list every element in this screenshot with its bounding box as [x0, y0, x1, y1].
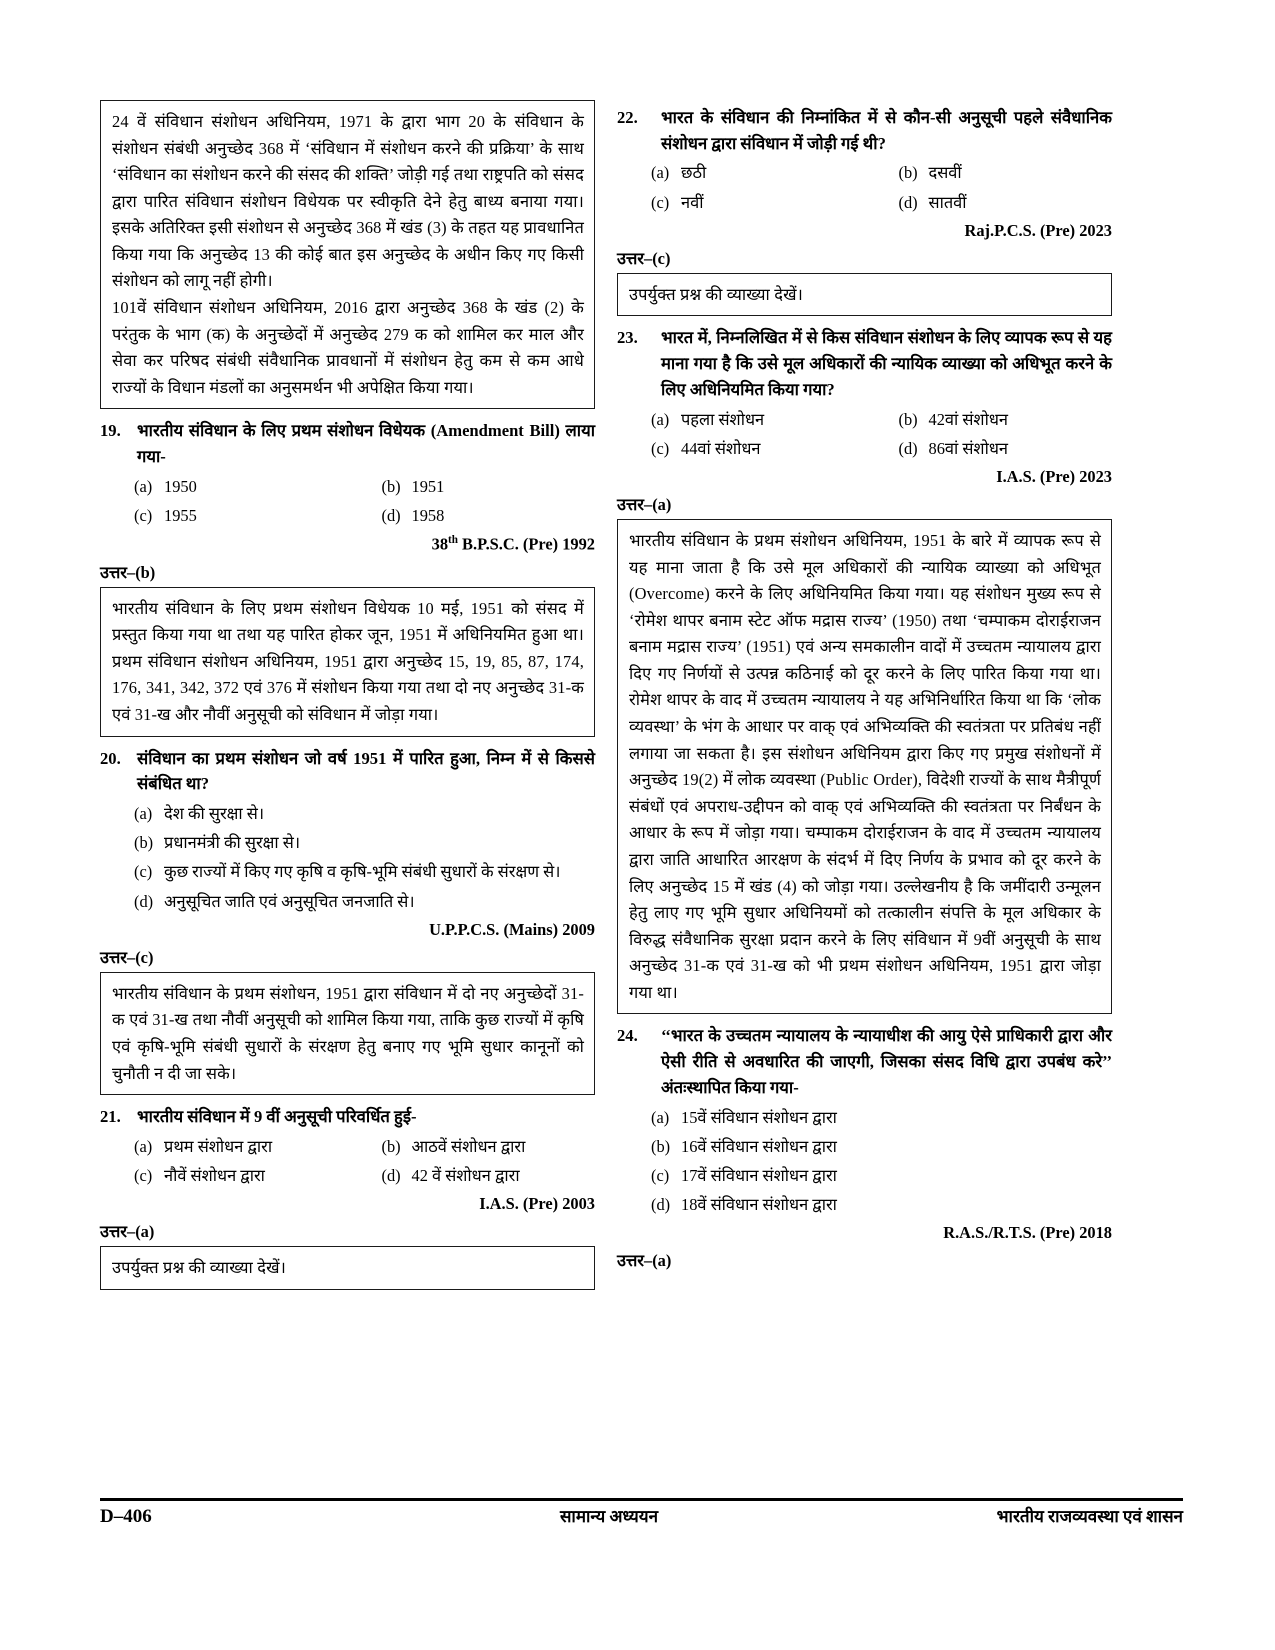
option-label: (a) — [651, 163, 670, 183]
question-number: 19. — [100, 421, 121, 441]
option-d[interactable] — [865, 434, 1113, 463]
question-21 — [100, 1104, 595, 1130]
question-number: 20. — [100, 748, 121, 768]
footer-subject: सामान्य अध्ययन — [559, 1507, 659, 1526]
option-text: 1958 — [411, 506, 445, 525]
answer-22: उत्तर–(c) — [617, 248, 671, 268]
question-24 — [617, 1023, 1112, 1100]
option-text: अनुसूचित जाति एवं अनुसूचित जनजाति से। — [164, 891, 415, 911]
option-d[interactable] — [617, 1190, 1112, 1219]
option-b[interactable] — [865, 158, 1113, 187]
option-b[interactable] — [617, 1132, 1112, 1161]
option-label: (d) — [381, 1166, 401, 1186]
option-label: (b) — [381, 476, 401, 496]
option-text: कुछ राज्यों में किए गए कृषि व कृषि-भूमि संबंधी सुधारों के संरक्षण से। — [164, 862, 561, 882]
source-suffix: B.P.S.C. (Pre) 1992 — [457, 534, 595, 554]
option-text: 1951 — [411, 476, 445, 496]
question-number: 22. — [617, 108, 638, 127]
option-a[interactable] — [100, 1132, 348, 1161]
question-text: भारतीय संविधान में 9 वीं अनुसूची परिवर्धित हुई- — [137, 1107, 417, 1127]
left-column — [100, 96, 595, 1297]
exam-source-19 — [100, 534, 595, 554]
option-label: (a) — [651, 1107, 670, 1127]
exam-source-24: R.A.S./R.T.S. (Pre) 2018 — [943, 1223, 1112, 1243]
explanation-box-20 — [100, 972, 595, 1095]
option-text: नवीं — [681, 192, 704, 212]
option-text: 16वें संविधान संशोधन द्वारा — [681, 1136, 837, 1156]
option-text: 1950 — [164, 476, 197, 496]
option-text: 42 वें संशोधन द्वारा — [411, 1166, 520, 1186]
exam-source-21: I.A.S. (Pre) 2003 — [479, 1194, 595, 1214]
explanation-paragraph: भारतीय संविधान के लिए प्रथम संशोधन विधेयक 10 मई, 1951 को संसद में प्रस्तुत किया गया था तथा यह पारित होकर जून, 1951 में अधिनियमित हुआ था। प्रथम संविधान संशोधन अधिनियम, 1951 द्वारा अनुच्छेद 15, 19, 85, 87, 174, 176, 341, 342, 372 एवं 376 में संशोधन किया गया तथा दो नए अनुच्छेद 31-क एवं 31-ख और नौवीं अनुसूची को संविधान में जोड़ा गया। — [112, 598, 584, 724]
option-text: 17वें संविधान संशोधन द्वारा — [681, 1165, 837, 1185]
question-number: 21. — [100, 1107, 121, 1127]
option-label: (c) — [134, 1166, 153, 1186]
explanation-box-top — [100, 100, 595, 409]
question-text: संविधान का प्रथम संशोधन जो वर्ष 1951 में पारित हुआ, निम्न में से किससे संबंधित था? — [137, 748, 595, 794]
explanation-box-21 — [100, 1246, 595, 1290]
option-text: आठवें संशोधन द्वारा — [411, 1136, 526, 1156]
option-a[interactable] — [100, 472, 348, 501]
option-label: (d) — [381, 506, 401, 525]
option-text: देश की सुरक्षा से। — [164, 804, 265, 823]
option-b[interactable] — [348, 1132, 596, 1161]
option-label: (d) — [651, 1195, 671, 1215]
two-column-layout — [100, 96, 1183, 1451]
option-text: 15वें संविधान संशोधन द्वारा — [681, 1107, 837, 1127]
question-number: 23. — [617, 328, 638, 348]
option-label: (d) — [898, 192, 918, 212]
explanation-paragraph: 24 वें संविधान संशोधन अधिनियम, 1971 के द्वारा भाग 20 के संविधान के संशोधन संबंधी अनुच्छेद 368 में ‘संविधान में संशोधन करने की प्रक्रिया’ के साथ ‘संविधान का संशोधन करने की संसद की शक्ति’ जोड़ी गई तथा राष्ट्रपति को संसद द्वारा पारित संविधान संशोधन विधेयक पर स्वीकृति देने हेतु बाध्य बनाया गया। इसके अतिरिक्त इसी संशोधन से अनुच्छेद 368 में खंड (3) के तहत यह प्रावधानित किया गया कि अनुच्छेद 13 की कोई बात इस अनुच्छेद के अधीन किए गए किसी संशोधन को लागू नहीं होगी। — [112, 112, 584, 291]
question-text: भारत में, निम्नलिखित में से किस संविधान संशोधन के लिए व्यापक रूप से यह माना गया है कि उसे मूल अधिकारों की न्यायिक व्याख्या को अधिभूत करने के लिए अधिनियमित किया गया? — [661, 328, 1112, 399]
option-c[interactable] — [617, 188, 865, 217]
options-19 — [100, 472, 595, 530]
option-text: सातवीं — [928, 192, 967, 212]
footer-page-code: D–406 — [100, 1506, 152, 1527]
option-text: दसवीं — [928, 163, 962, 183]
option-label: (a) — [134, 1136, 153, 1156]
footer-divider — [100, 1498, 1183, 1501]
question-number: 24. — [617, 1026, 638, 1046]
exam-source-23: I.A.S. (Pre) 2023 — [996, 466, 1112, 486]
explanation-paragraph: उपर्युक्त प्रश्न की व्याख्या देखें। — [112, 1258, 287, 1278]
question-23 — [617, 325, 1112, 402]
option-label: (b) — [898, 409, 918, 429]
options-24 — [617, 1103, 1112, 1220]
explanation-paragraph: 101वें संविधान संशोधन अधिनियम, 2016 द्वारा अनुच्छेद 368 के खंड (2) के परंतुक के भाग (क) के अनुच्छेदों में अनुच्छेद 279 क को शामिल कर माल और सेवा कर परिषद संबंधी संवैधानिक प्रावधानों में संशोधन हेतु कम से कम आधे राज्यों के विधान मंडलों का अनुसमर्थन भी अपेक्षित किया गया। — [112, 298, 584, 397]
option-d[interactable] — [865, 188, 1113, 217]
page-footer — [100, 1492, 1183, 1528]
option-b[interactable] — [348, 472, 596, 501]
option-a[interactable] — [617, 158, 865, 187]
option-d[interactable] — [348, 1161, 596, 1190]
option-label: (c) — [134, 862, 153, 882]
answer-24: उत्तर–(a) — [617, 1251, 672, 1271]
explanation-box-22 — [617, 273, 1112, 317]
option-text: प्रथम संशोधन द्वारा — [164, 1136, 273, 1156]
explanation-paragraph: भारतीय संविधान के प्रथम संशोधन, 1951 द्वारा संविधान में दो नए अनुच्छेदों 31-क एवं 31-ख तथा नौवीं अनुसूची को शामिल किया गया, ताकि कुछ राज्यों में कृषि एवं कृषि-भूमि संबंधी सुधारों के संरक्षण हेतु बनाए गए भूमि सुधार कानूनों को चुनौती न दी जा सके। — [112, 983, 584, 1083]
option-a[interactable] — [617, 405, 865, 434]
exam-source-20: U.P.P.C.S. (Mains) 2009 — [429, 919, 595, 939]
question-20 — [100, 746, 595, 797]
explanation-paragraph: उपर्युक्त प्रश्न की व्याख्या देखें। — [629, 284, 804, 304]
exam-source-22: Raj.P.C.S. (Pre) 2023 — [964, 220, 1112, 240]
options-23 — [617, 405, 1112, 463]
question-19 — [100, 418, 595, 469]
option-text: 18वें संविधान संशोधन द्वारा — [681, 1195, 837, 1215]
options-21 — [100, 1132, 595, 1190]
option-label: (b) — [651, 1136, 671, 1156]
option-label: (b) — [381, 1136, 401, 1156]
option-label: (d) — [134, 891, 154, 911]
question-22 — [617, 105, 1112, 156]
option-text: 86वां संशोधन — [928, 438, 1008, 458]
option-c[interactable] — [617, 1161, 1112, 1190]
answer-23: उत्तर–(a) — [617, 494, 672, 514]
option-label: (a) — [134, 804, 153, 823]
explanation-box-19 — [100, 587, 595, 737]
option-label: (c) — [651, 1165, 670, 1185]
option-label: (c) — [651, 192, 670, 212]
option-label: (b) — [134, 833, 154, 853]
option-c[interactable] — [100, 501, 348, 530]
option-label: (d) — [898, 438, 918, 458]
option-text: 1955 — [164, 506, 197, 525]
option-text: प्रधानमंत्री की सुरक्षा से। — [164, 833, 301, 853]
option-a[interactable] — [100, 799, 595, 828]
answer-20: उत्तर–(c) — [100, 947, 154, 967]
explanation-paragraph: भारतीय संविधान के प्रथम संशोधन अधिनियम, 1951 के बारे में व्यापक रूप से यह माना जाता है कि उसे मूल अधिकारों की न्यायिक व्याख्या को अधिभूत (Overcome) करने के लिए अधिनियमित किया गया। यह संशोधन मुख्य रूप से ‘रोमेश थापर बनाम स्टेट ऑफ मद्रास राज्य’ (1950) तथा ‘चम्पाकम दोराईराजन बनाम मद्रास राज्य’ (1951) एवं अन्य समकालीन वादों में उच्चतम न्यायालय द्वारा दिए गए निर्णयों से उत्पन्न कठिनाई को दूर करने के लिए पारित किया गया था। रोमेश थापर के वाद में उच्चतम न्यायालय ने यह अभिनिर्धारित किया था कि ‘लोक व्यवस्था’ के भंग के आधार पर वाक् एवं अभिव्यक्ति की स्वतंत्रता पर प्रतिबंध नहीं लगाया जा सकता है। इस संशोधन अधिनियम द्वारा किए गए प्रमुख संशोधनों में अनुच्छेद 19(2) में लोक व्यवस्था (Public Order), विदेशी राज्यों के साथ मैत्रीपूर्ण संबंधों एवं अपराध-उद्दीपन को वाक् एवं अभिव्यक्ति की स्वतंत्रता पर निर्बंधन के आधार के रूप में जोड़ा गया। चम्पाकम दोराईराजन के वाद में उच्चतम न्यायालय द्वारा जाति आधारित आरक्षण के संदर्भ में दिए निर्णय के प्रभाव को दूर करने के लिए अनुच्छेद 15 में खंड (4) को जोड़ा गया। उल्लेखनीय है कि जमींदारी उन्मूलन हेतु लाए गए भूमि सुधार अधिनियमों को तत्कालीन संपत्ति के मूल अधिकार के विरुद्ध संवैधानिक सुरक्षा प्रदान करने के लिए संविधान में 9वीं अनुसूची के साथ अनुच्छेद 31-क एवं 31-ख को भी प्रथम संशोधन अधिनियम, 1951 द्वारा जोड़ा गया था। — [629, 530, 1101, 1002]
option-b[interactable] — [100, 828, 595, 857]
answer-19: उत्तर–(b) — [100, 562, 156, 582]
option-b[interactable] — [865, 405, 1113, 434]
option-label: (c) — [651, 438, 670, 458]
source-prefix: 38 — [431, 534, 449, 554]
option-c[interactable] — [100, 1161, 348, 1190]
option-label: (b) — [898, 163, 918, 183]
options-20 — [100, 799, 595, 916]
option-label: (a) — [651, 409, 670, 429]
option-c[interactable] — [617, 434, 865, 463]
option-d[interactable] — [100, 887, 595, 916]
option-label: (c) — [134, 506, 153, 525]
option-a[interactable] — [617, 1103, 1112, 1132]
right-column — [617, 96, 1112, 1274]
option-text: 44वां संशोधन — [681, 438, 761, 458]
question-text: भारतीय संविधान के लिए प्रथम संशोधन विधेयक (Amendment Bill) लाया गया- — [137, 421, 595, 467]
question-text: ‘‘भारत के उच्चतम न्यायालय के न्यायाधीश की आयु ऐसे प्राधिकारी द्वारा और ऐसी रीति से अवधारित की जाएगी, जिसका संसद विधि द्वारा उपबंध करे’’ अंतःस्थापित किया गया- — [661, 1026, 1112, 1097]
explanation-box-23 — [617, 519, 1112, 1014]
option-d[interactable] — [348, 501, 596, 530]
question-text: भारत के संविधान की निम्नांकित में से कौन-सी अनुसूची पहले संवैधानिक संशोधन द्वारा संविधान में जोड़ी गई थी? — [661, 108, 1112, 153]
source-ordinal: th — [448, 534, 458, 547]
option-text: 42वां संशोधन — [928, 409, 1008, 429]
footer-topic: भारतीय राजव्यवस्था एवं शासन — [996, 1507, 1183, 1526]
options-22 — [617, 158, 1112, 216]
answer-21: उत्तर–(a) — [100, 1222, 155, 1242]
option-c[interactable] — [100, 857, 595, 886]
option-text: नौवें संशोधन द्वारा — [164, 1166, 265, 1186]
option-text: पहला संशोधन — [681, 409, 765, 429]
option-text: छठी — [681, 163, 707, 183]
option-label: (a) — [134, 476, 153, 496]
